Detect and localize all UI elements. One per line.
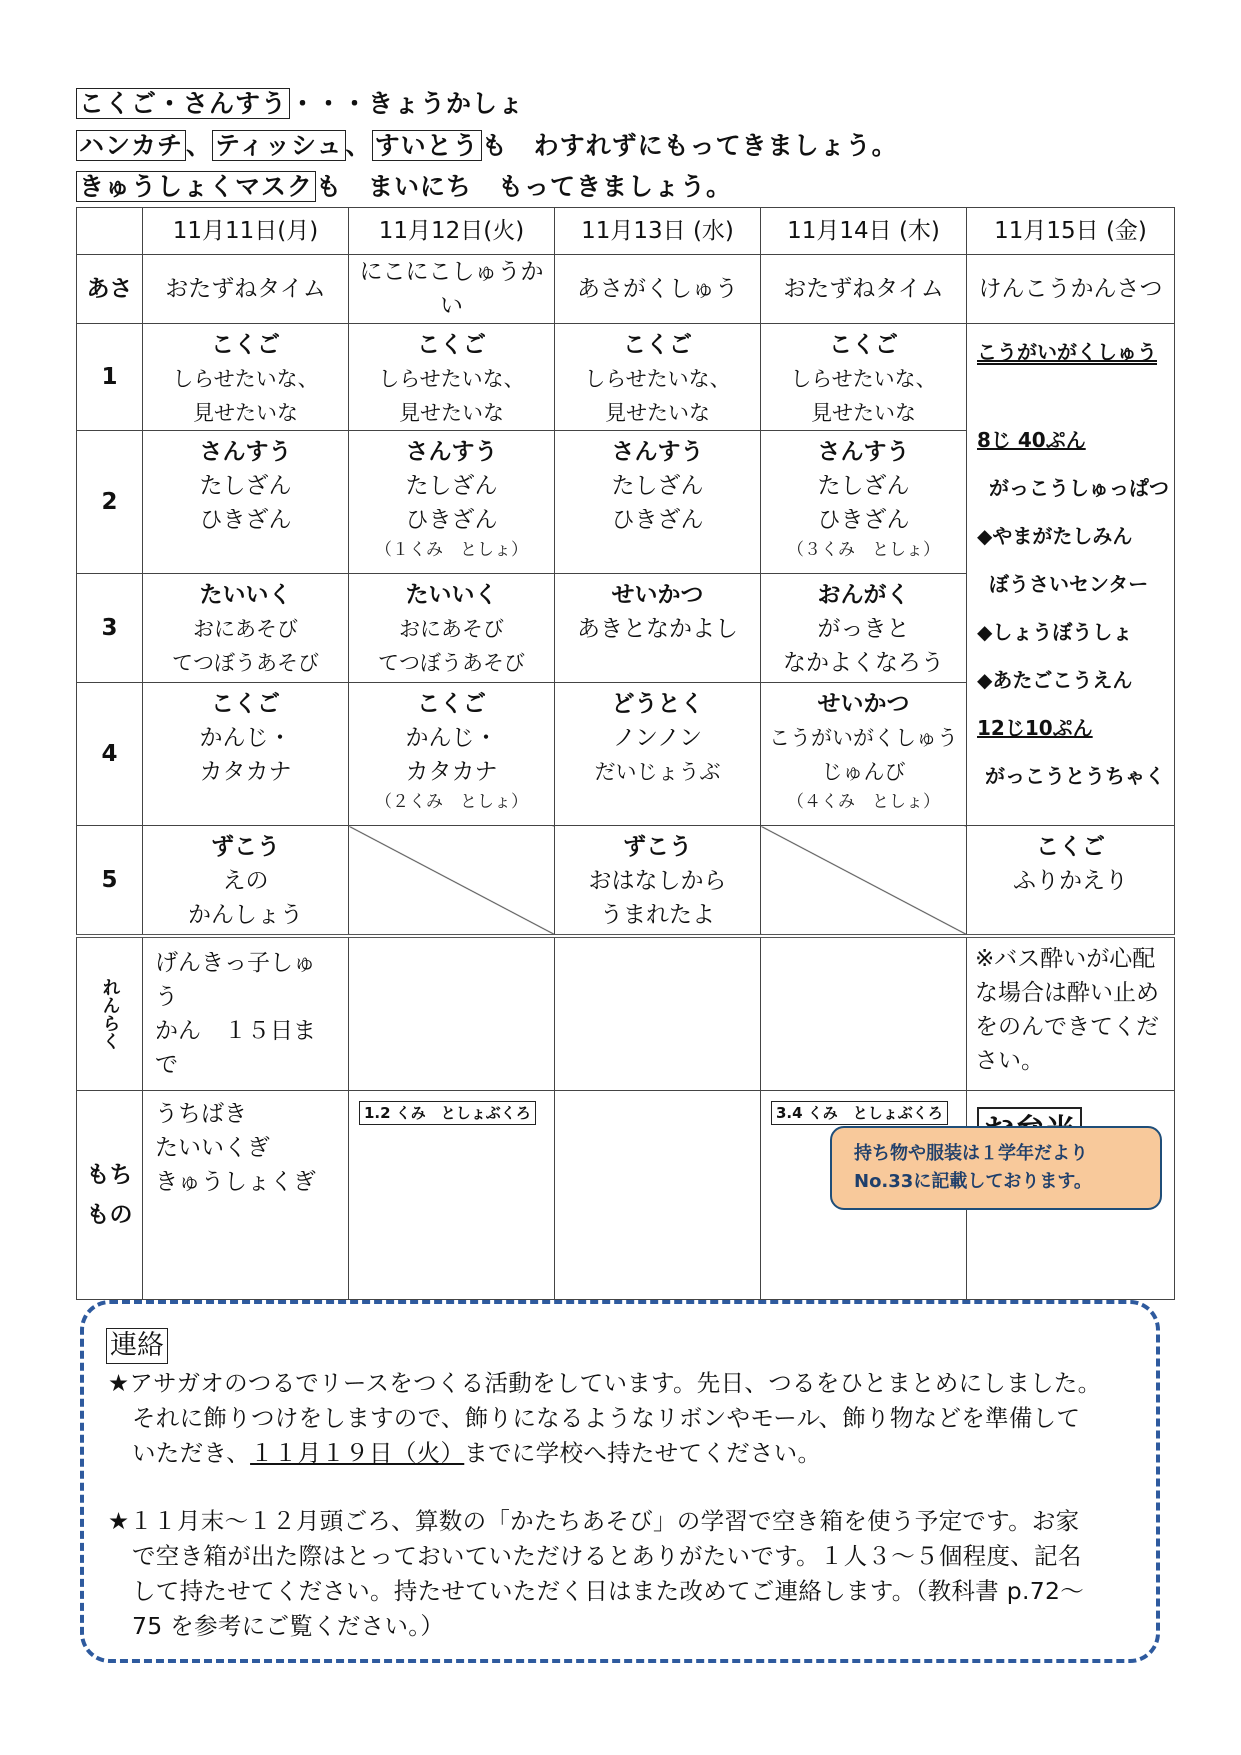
topic: ふりかえり bbox=[1013, 868, 1128, 894]
topic: たしざん bbox=[405, 473, 498, 499]
morning-thu: おたずねタイム bbox=[761, 255, 967, 324]
topic: ひきざん bbox=[611, 507, 704, 533]
depart-time: 8じ 40ぷん bbox=[977, 428, 1086, 452]
class-cell bbox=[349, 324, 555, 431]
header-line-2-rest: も わすれずにもってきましょう。 bbox=[481, 131, 898, 160]
boxed-lunch-mask: きゅうしょくマスク bbox=[76, 171, 316, 202]
item: きゅうしょくぎ bbox=[155, 1169, 316, 1195]
period-label: 1 bbox=[77, 324, 143, 431]
subject: せいかつ bbox=[611, 582, 704, 608]
deadline-date: １１月１９日（火） bbox=[250, 1439, 465, 1467]
dest-2: ◆しょうぼうしょ bbox=[977, 620, 1133, 644]
no-class-cell bbox=[761, 826, 967, 937]
contact-label: れんらく bbox=[77, 936, 143, 1091]
library-note: （４くみ としょ） bbox=[787, 792, 940, 812]
subject: さんすう bbox=[817, 439, 910, 465]
topic: がっきと bbox=[817, 616, 910, 642]
library-note: （３くみ としょ） bbox=[787, 540, 940, 560]
notice-title: 連絡 bbox=[106, 1328, 168, 1364]
boxed-water-bottle: すいとう bbox=[372, 130, 482, 161]
contact-text: げんきっ子しゅう bbox=[155, 950, 316, 1010]
morning-tue: にこにこしゅうかい bbox=[349, 255, 555, 324]
topic: 見せたいな bbox=[811, 401, 916, 425]
morning-label: あさ bbox=[77, 255, 143, 324]
topic: なかよくなろう bbox=[783, 650, 944, 676]
class-cell bbox=[143, 574, 349, 683]
topic: たしざん bbox=[817, 473, 910, 499]
subject: たいいく bbox=[405, 582, 498, 608]
topic: こうがいがくしゅう bbox=[769, 726, 958, 750]
topic: たしざん bbox=[199, 473, 292, 499]
contact-row bbox=[77, 936, 1175, 1091]
sep: 、 bbox=[186, 131, 213, 160]
library-note: （１くみ としょ） bbox=[375, 540, 528, 560]
period-label: 4 bbox=[77, 683, 143, 826]
topic: だいじょうぶ bbox=[594, 760, 721, 784]
notice-line: ★アサガオのつるでリースをつくる活動をしています。先日、つるをひとまとめにしました。 bbox=[108, 1369, 1102, 1397]
date-wed: 11月13日 (水) bbox=[555, 208, 761, 255]
topic: ひきざん bbox=[405, 507, 498, 533]
topic: おにあそび bbox=[399, 617, 504, 641]
topic: おはなしから bbox=[588, 868, 727, 894]
class-cell bbox=[555, 683, 761, 826]
subject: たいいく bbox=[199, 582, 292, 608]
subject: こくご bbox=[211, 332, 280, 358]
class-cell bbox=[555, 826, 761, 937]
class-cell bbox=[761, 683, 967, 826]
subject: おんがく bbox=[817, 582, 910, 608]
topic: てつぼうあそび bbox=[172, 651, 319, 675]
topic: 見せたいな bbox=[605, 401, 710, 425]
notice-line: で空き箱が出た際はとっておいていただけるとありがたいです。１人３～５個程度、記名 bbox=[132, 1542, 1082, 1570]
period-1-row bbox=[77, 324, 1175, 431]
notice-line: それに飾りつけをしますので、飾りになるようなリボンやモール、飾り物などを準備して bbox=[132, 1404, 1081, 1432]
topic: かんじ・ bbox=[405, 725, 498, 751]
subject: こくご bbox=[1036, 834, 1105, 860]
topic: かんしょう bbox=[188, 902, 303, 928]
contact-thu bbox=[761, 936, 967, 1091]
topic: しらせたいな、 bbox=[172, 367, 319, 391]
subject: こくご bbox=[211, 691, 280, 717]
field-trip-cell bbox=[967, 324, 1175, 826]
subject: ずこう bbox=[211, 834, 280, 860]
class-cell bbox=[143, 431, 349, 574]
topic: かんじ・ bbox=[199, 725, 292, 751]
date-mon: 11月11日(月) bbox=[143, 208, 349, 255]
topic: 見せたいな bbox=[399, 401, 504, 425]
morning-wed: あさがくしゅう bbox=[555, 255, 761, 324]
contact-wed bbox=[555, 936, 761, 1091]
depart-text: がっこうしゅっぱつ bbox=[989, 476, 1169, 500]
item: たいいくぎ bbox=[155, 1135, 270, 1161]
belongings-label-1: もち bbox=[86, 1162, 133, 1188]
notice-text: までに学校へ持たせてください。 bbox=[464, 1439, 822, 1467]
notice-line bbox=[108, 1436, 1158, 1471]
contact-text: かん １５日まで bbox=[155, 1018, 316, 1078]
subject: せいかつ bbox=[817, 691, 910, 717]
header-line-3 bbox=[76, 167, 732, 203]
belongings-tue bbox=[349, 1091, 555, 1300]
subject: さんすう bbox=[199, 439, 292, 465]
subject: こくご bbox=[417, 691, 486, 717]
callout-text: 持ち物や服装は１学年だより bbox=[854, 1143, 1088, 1164]
topic: ノンノン bbox=[612, 725, 703, 751]
topic: ひきざん bbox=[199, 507, 292, 533]
notice-line: 75 を参考にご覧ください。） bbox=[132, 1612, 445, 1640]
class-cell bbox=[761, 324, 967, 431]
topic: あきとなかよし bbox=[577, 616, 738, 642]
subject: さんすう bbox=[611, 439, 704, 465]
no-class-cell bbox=[349, 826, 555, 937]
topic: しらせたいな、 bbox=[790, 367, 937, 391]
notice-paragraph-2 bbox=[108, 1504, 1158, 1644]
class-cell bbox=[349, 683, 555, 826]
contact-tue bbox=[349, 936, 555, 1091]
notice-text: いただき、 bbox=[132, 1439, 251, 1467]
arrive-time: 12じ10ぷん bbox=[977, 716, 1093, 740]
item: うちばき bbox=[155, 1101, 247, 1127]
class-cell bbox=[143, 826, 349, 937]
topic: しらせたいな、 bbox=[584, 367, 731, 391]
header-line-3-rest: も まいにち もってきましょう。 bbox=[316, 172, 733, 201]
belongings-wed bbox=[555, 1091, 761, 1300]
topic: えの bbox=[222, 868, 269, 894]
header-line-1-rest: ・・・きょうかしょ bbox=[290, 89, 525, 118]
morning-row bbox=[77, 255, 1175, 324]
subject: こくご bbox=[417, 332, 486, 358]
dest-1: ◆やまがたしみん bbox=[977, 524, 1133, 548]
boxed-tissue: ティッシュ bbox=[212, 130, 346, 161]
class-cell bbox=[555, 324, 761, 431]
class-cell bbox=[349, 574, 555, 683]
notice-paragraph-1 bbox=[108, 1366, 1158, 1471]
period-label: 5 bbox=[77, 826, 143, 937]
class-cell bbox=[555, 431, 761, 574]
subject: さんすう bbox=[405, 439, 498, 465]
library-bag-tag: 3.4 くみ としょぶくろ bbox=[771, 1101, 948, 1125]
class-cell bbox=[143, 324, 349, 431]
date-row bbox=[77, 208, 1175, 255]
class-cell bbox=[555, 574, 761, 683]
library-bag-tag: 1.2 くみ としょぶくろ bbox=[359, 1101, 536, 1125]
class-cell bbox=[349, 431, 555, 574]
arrive-text: がっこうとうちゃく bbox=[985, 764, 1165, 788]
corner-cell bbox=[77, 208, 143, 255]
header-line-1 bbox=[76, 84, 524, 120]
subject: ずこう bbox=[623, 834, 692, 860]
topic: 見せたいな bbox=[193, 401, 298, 425]
topic: おにあそび bbox=[193, 617, 298, 641]
notice-line: ★１１月末～１２月頭ごろ、算数の「かたちあそび」の学習で空き箱を使う予定です。お家 bbox=[108, 1507, 1080, 1535]
library-note: （２くみ としょ） bbox=[375, 792, 528, 812]
subject: どうとく bbox=[611, 691, 704, 717]
notice-line: して持たせてください。持たせていただく日はまた改めてご連絡します。（教科書 p.72～ bbox=[132, 1577, 1085, 1605]
callout-bubble bbox=[830, 1126, 1162, 1210]
sep: 、 bbox=[345, 131, 372, 160]
belongings-label-2: もの bbox=[86, 1202, 133, 1228]
header-line-2 bbox=[76, 126, 898, 162]
contact-mon bbox=[143, 936, 349, 1091]
boxed-handkerchief: ハンカチ bbox=[76, 130, 186, 161]
date-thu: 11月14日 (木) bbox=[761, 208, 967, 255]
period-label: 3 bbox=[77, 574, 143, 683]
belongings-mon bbox=[143, 1091, 349, 1300]
topic: てつぼうあそび bbox=[378, 651, 525, 675]
class-cell bbox=[761, 431, 967, 574]
belongings-label bbox=[77, 1091, 143, 1300]
dest-3: ◆あたごこうえん bbox=[977, 668, 1133, 692]
subject: こくご bbox=[829, 332, 898, 358]
topic: ひきざん bbox=[817, 507, 910, 533]
topic: じゅんび bbox=[821, 760, 906, 784]
class-cell bbox=[761, 574, 967, 683]
period-5-row bbox=[77, 826, 1175, 937]
morning-mon: おたずねタイム bbox=[143, 255, 349, 324]
date-tue: 11月12日(火) bbox=[349, 208, 555, 255]
morning-fri: けんこうかんさつ bbox=[967, 255, 1175, 324]
boxed-textbook-subjects: こくご・さんすう bbox=[76, 88, 290, 119]
period-label: 2 bbox=[77, 431, 143, 574]
class-cell bbox=[967, 826, 1175, 937]
callout-text: No.33に記載しております。 bbox=[854, 1171, 1092, 1192]
topic: うまれたよ bbox=[600, 902, 715, 928]
contact-fri: ※バス酔いが心配な場合は酔い止めをのんできてください。 bbox=[967, 936, 1175, 1091]
date-fri: 11月15日 (金) bbox=[967, 208, 1175, 255]
topic: たしざん bbox=[611, 473, 704, 499]
topic: カタカナ bbox=[405, 759, 498, 785]
dest-1b: ぼうさいセンター bbox=[989, 572, 1149, 596]
topic: カタカナ bbox=[199, 759, 292, 785]
subject: こくご bbox=[623, 332, 692, 358]
topic: しらせたいな、 bbox=[378, 367, 525, 391]
field-trip-title: こうがいがくしゅう bbox=[977, 340, 1157, 364]
class-cell bbox=[143, 683, 349, 826]
